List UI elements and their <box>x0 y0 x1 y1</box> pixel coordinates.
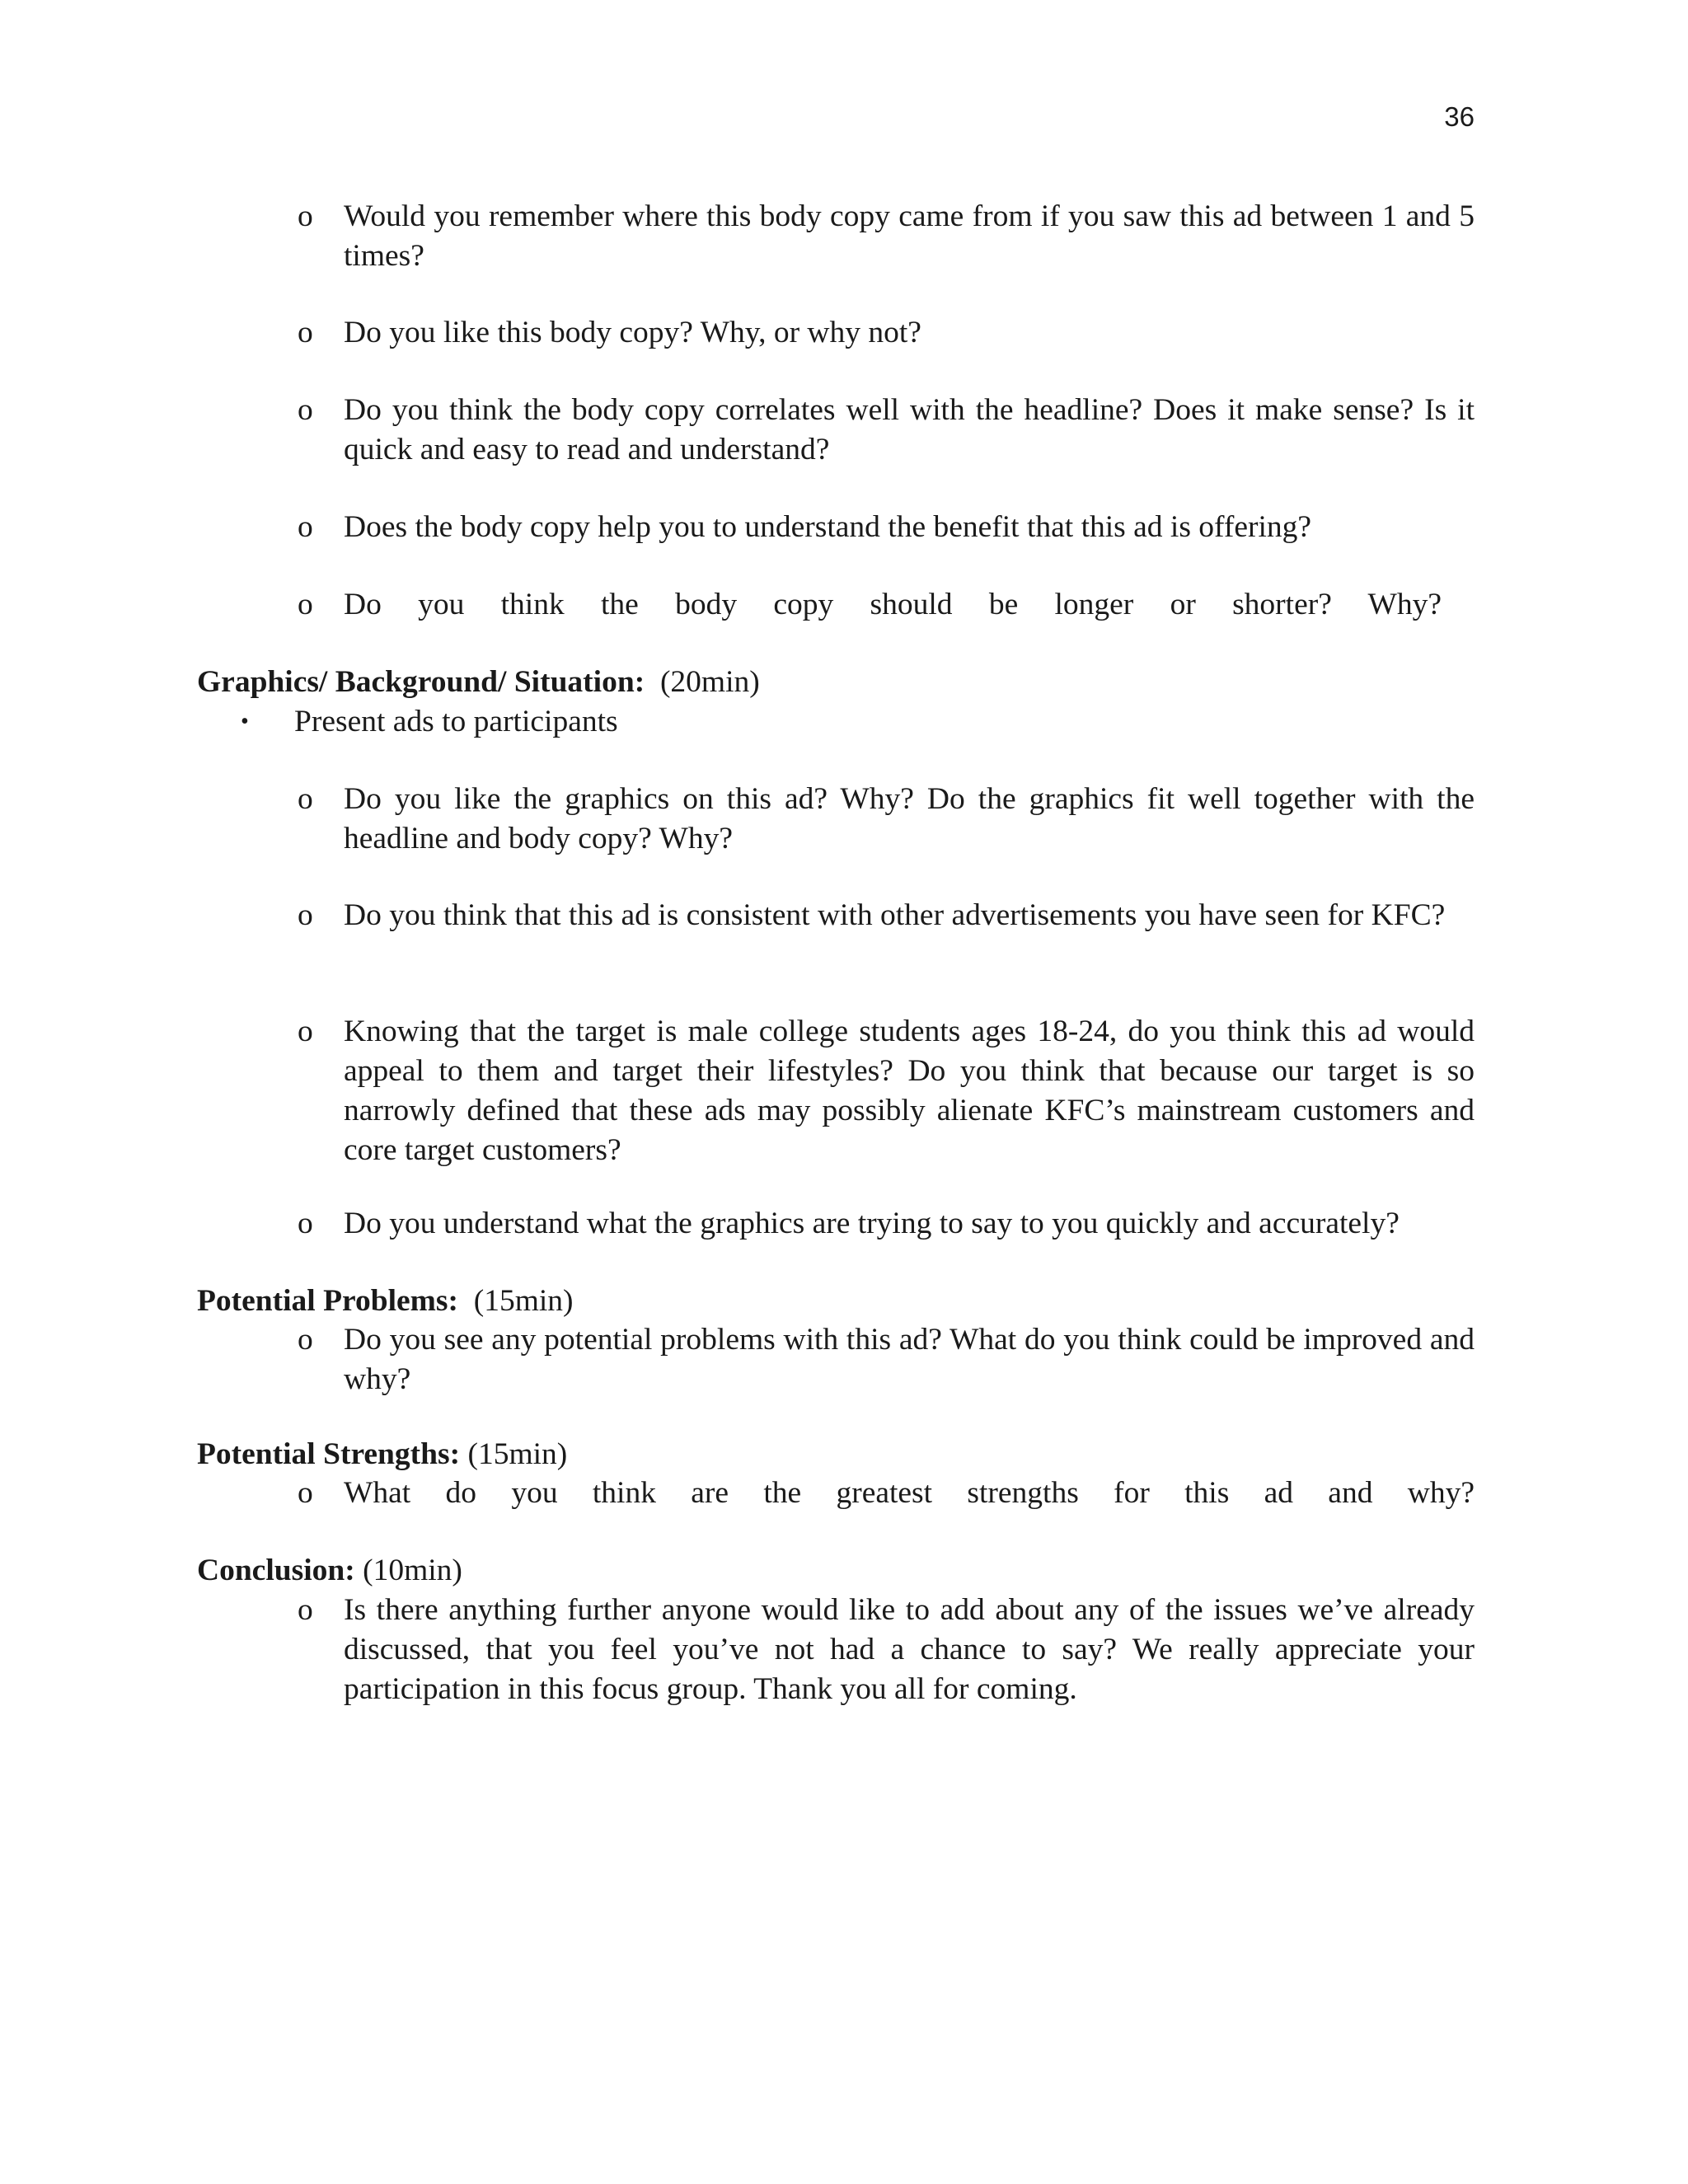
graphics-question-1: Do you like the graphics on this ad? Why? Do the graphics fit well together with the headline and body copy? Why? <box>344 782 1475 855</box>
section-heading-graphics <box>197 663 760 702</box>
list-marker: o <box>298 199 313 233</box>
section-heading-problems <box>197 1282 574 1321</box>
graphics-question-2: Do you think that this ad is consistent with other advertisements you have seen for KFC? <box>344 898 1446 932</box>
section-duration: (15min) <box>467 1437 568 1471</box>
list-marker: o <box>298 316 313 349</box>
body-copy-question-1: Would you remember where this body copy came from if you saw this ad between 1 and 5 times? <box>344 199 1475 273</box>
section-duration: (15min) <box>473 1284 574 1318</box>
section-duration: (20min) <box>659 665 760 699</box>
list-marker: o <box>298 1593 313 1627</box>
list-marker: o <box>298 510 313 544</box>
body-copy-question-3: Do you think the body copy correlates well with the headline? Does it make sense? Is it quick and easy to read and understand? <box>344 393 1475 466</box>
section-heading-conclusion <box>197 1551 462 1591</box>
list-marker: o <box>298 1476 313 1510</box>
section-title: Conclusion: <box>197 1554 355 1587</box>
list-marker: o <box>298 898 313 932</box>
conclusion-question-1: Is there anything further anyone would like to add about any of the issues we’ve already discussed, that you feel you’ve not had a chance to say? We really appreciate your participation in this focus group. Thank you all for coming. <box>344 1593 1475 1706</box>
list-marker: o <box>298 393 313 427</box>
list-marker: o <box>298 1015 313 1048</box>
list-marker: o <box>298 782 313 816</box>
page-number: 36 <box>1444 101 1475 132</box>
body-copy-question-2: Do you like this body copy? Why, or why not? <box>344 316 921 349</box>
bullet-item: Present ads to participants <box>294 705 618 738</box>
list-marker: o <box>298 1323 313 1357</box>
bullet-marker: • <box>241 709 249 734</box>
section-title: Potential Strengths: <box>197 1437 461 1471</box>
graphics-question-3: Knowing that the target is male college students ages 18-24, do you think this ad would appeal to them and target their lifestyles? Do you think that because our target is so narrowly defined that these ads may possibly alienate KFC’s mainstream customers and core target customers? <box>344 1015 1475 1167</box>
body-copy-question-5: Do you think the body copy should be longer or shorter? Why? <box>344 588 1442 621</box>
problems-question-1: Do you see any potential problems with this ad? What do you think could be improved and why? <box>344 1323 1475 1396</box>
graphics-question-4: Do you understand what the graphics are trying to say to you quickly and accurately? <box>344 1207 1400 1240</box>
strengths-question-1: What do you think are the greatest strengths for this ad and why? <box>344 1476 1475 1510</box>
list-marker: o <box>298 1207 313 1240</box>
list-marker: o <box>298 588 313 621</box>
body-copy-question-4: Does the body copy help you to understand the benefit that this ad is offering? <box>344 510 1312 544</box>
section-heading-strengths <box>197 1435 567 1474</box>
section-title: Potential Problems: <box>197 1284 458 1318</box>
section-title: Graphics/ Background/ Situation: <box>197 665 645 699</box>
section-duration: (10min) <box>363 1554 462 1587</box>
